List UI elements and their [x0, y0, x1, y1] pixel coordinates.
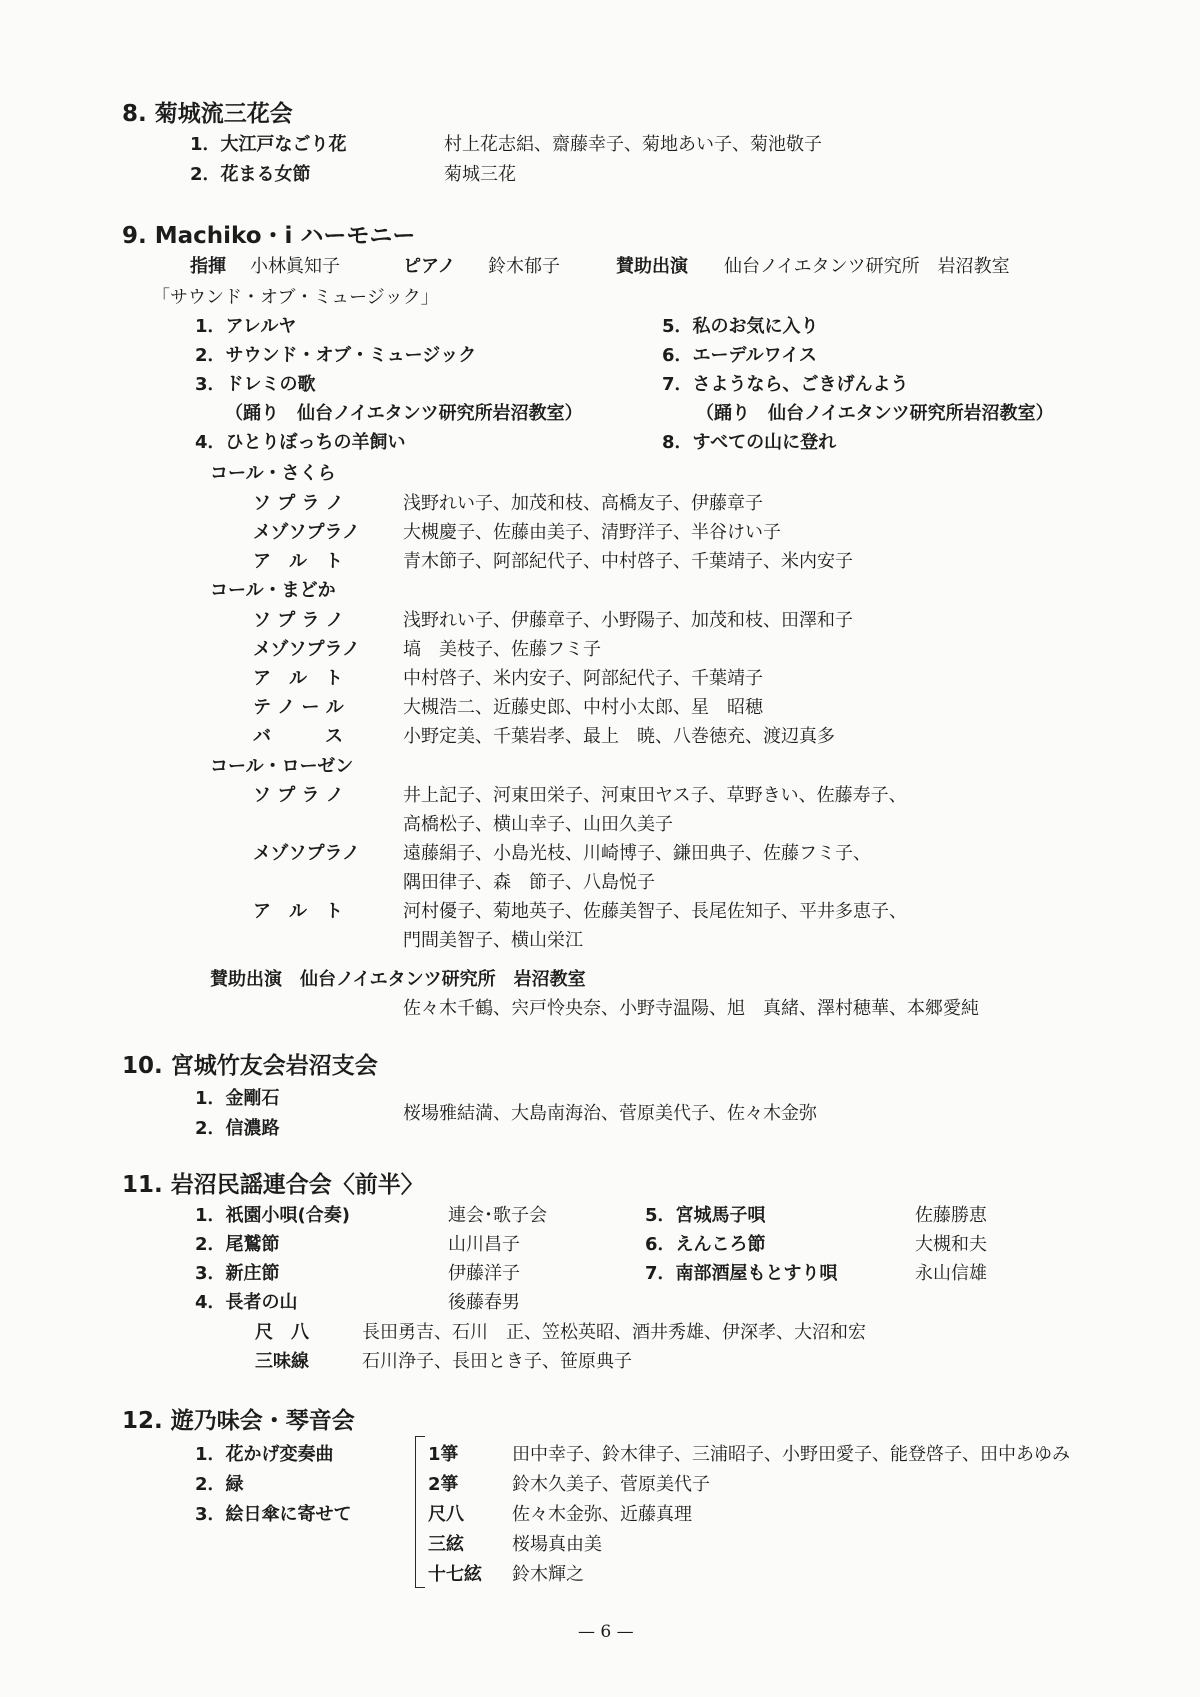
inst-members: 桜場真由美	[512, 1534, 602, 1555]
s8-item-2-performers: 菊城三花	[444, 164, 516, 185]
choir-rosen-name: コール・ローゼン	[210, 756, 354, 777]
s10-performers: 桜場雅結満、大島南海治、菅原美代子、佐々木金弥	[403, 1103, 817, 1124]
choir-part-members: 浅野れい子、加茂和枝、高橋友子、伊藤章子	[403, 493, 763, 514]
s11-item-1: 1．祇園小唄(合奏)	[195, 1205, 350, 1226]
s11-item-2-performer: 山川昌子	[448, 1234, 520, 1255]
song-2: 2．サウンド・オブ・ミュージック	[195, 345, 477, 366]
s11-item-5-performer: 佐藤勝恵	[915, 1205, 987, 1226]
inst-label: 2箏	[428, 1474, 459, 1495]
s12-item-2: 2．緑	[195, 1474, 244, 1495]
page-number: — 6 —	[578, 1622, 634, 1642]
choir-part-members: 井上記子、河東田栄子、河東田ヤス子、草野きい、佐藤寿子、	[403, 785, 907, 806]
s10-item-1: 1．金剛石	[195, 1088, 280, 1109]
inst-label: 1箏	[428, 1444, 459, 1465]
section-10-title: 10. 宮城竹友会岩沼支会	[122, 1053, 378, 1079]
choir-part-members: 中村啓子、米内安子、阿部紀代子、千葉靖子	[403, 668, 763, 689]
choir-part-label: ア ル ト	[253, 901, 343, 922]
accomp-inst: 尺 八	[255, 1322, 309, 1343]
song-1: 1．アレルヤ	[195, 316, 297, 337]
song-4: 4．ひとりぼっちの羊飼い	[195, 432, 406, 453]
choir-sakura-name: コール・さくら	[210, 463, 336, 484]
choir-part-members: 大槻浩二、近藤史郎、中村小太郎、星 昭穂	[403, 697, 763, 718]
choir-part-label: ア ル ト	[253, 668, 343, 689]
s12-item-3: 3．絵日傘に寄せて	[195, 1504, 352, 1525]
choir-part-label: テ ノ ー ル	[253, 697, 344, 718]
s12-item-1: 1．花かげ変奏曲	[195, 1444, 334, 1465]
choir-part-members: 塙 美枝子、佐藤フミ子	[403, 639, 601, 660]
choir-part-members-cont: 門間美智子、横山栄江	[403, 930, 583, 951]
s11-item-3-performer: 伊藤洋子	[448, 1263, 520, 1284]
support-label: 賛助出演	[616, 256, 688, 277]
s11-item-4: 4．長者の山	[195, 1292, 298, 1313]
choir-madoka-name: コール・まどか	[210, 580, 336, 601]
song-7: 7．さようなら、ごきげんよう	[662, 374, 909, 395]
song-8: 8．すべての山に登れ	[662, 432, 837, 453]
inst-members: 佐々木金弥、近藤真理	[512, 1504, 692, 1525]
choir-part-members-cont: 高橋松子、横山幸子、山田久美子	[403, 814, 673, 835]
conductor-name: 小林眞知子	[250, 256, 340, 277]
s11-item-4-performer: 後藤春男	[448, 1292, 520, 1313]
section-9-title: 9. Machiko・i ハーモニー	[122, 223, 416, 249]
piano-label: ピアノ	[403, 256, 456, 277]
s11-item-6: 6．えんころ節	[645, 1234, 766, 1255]
choir-part-members: 小野定美、千葉岩孝、最上 暁、八巻徳充、渡辺真多	[403, 726, 835, 747]
support-name: 仙台ノイエタンツ研究所 岩沼教室	[724, 256, 1010, 277]
program-title: 「サウンド・オブ・ミュージック」	[152, 287, 439, 308]
choir-part-label: メゾソプラノ	[253, 639, 360, 660]
section-12-title: 12. 遊乃味会・琴音会	[122, 1408, 355, 1434]
choir-part-label: ソ プ ラ ノ	[253, 785, 344, 806]
choir-part-members-cont: 隅田律子、森 節子、八島悦子	[403, 872, 655, 893]
s11-item-3: 3．新庄節	[195, 1263, 280, 1284]
choir-part-label: メゾソプラノ	[253, 522, 360, 543]
song-3: 3．ドレミの歌	[195, 374, 316, 395]
inst-members: 鈴木輝之	[512, 1564, 584, 1585]
accomp-members: 石川浄子、長田とき子、笹原典子	[362, 1351, 632, 1372]
s8-item-1-performers: 村上花志絽、齋藤幸子、菊地あい子、菊池敬子	[444, 134, 822, 155]
choir-part-members: 河村優子、菊地英子、佐藤美智子、長尾佐知子、平井多恵子、	[403, 901, 907, 922]
choir-part-members: 浅野れい子、伊藤章子、小野陽子、加茂和枝、田澤和子	[403, 610, 853, 631]
instrument-bracket	[415, 1436, 425, 1588]
s8-item-2-label: 2．花まる女節	[190, 164, 311, 185]
inst-members: 田中幸子、鈴木律子、三浦昭子、小野田愛子、能登啓子、田中あゆみ	[512, 1444, 1070, 1465]
s11-item-1-performer: 連会･歌子会	[448, 1205, 547, 1226]
support-dance-label: 賛助出演 仙台ノイエタンツ研究所 岩沼教室	[210, 969, 586, 990]
choir-part-label: バ ス	[253, 726, 343, 747]
choir-part-members: 遠藤絹子、小島光枝、川崎博子、鎌田典子、佐藤フミ子、	[403, 843, 871, 864]
song-3-dance-note: （踊り 仙台ノイエタンツ研究所岩沼教室）	[225, 403, 583, 424]
choir-part-label: ア ル ト	[253, 551, 343, 572]
song-5: 5．私のお気に入り	[662, 316, 819, 337]
choir-part-members: 大槻慶子、佐藤由美子、清野洋子、半谷けい子	[403, 522, 781, 543]
inst-members: 鈴木久美子、菅原美代子	[512, 1474, 710, 1495]
conductor-label: 指揮	[190, 256, 226, 277]
inst-label: 三絃	[428, 1534, 464, 1555]
s11-item-7: 7．南部酒屋もとすり唄	[645, 1263, 838, 1284]
support-dance-members: 佐々木千鶴、宍戸怜央奈、小野寺温陽、旭 真緒、澤村穂華、本郷愛純	[403, 998, 979, 1019]
s11-item-7-performer: 永山信雄	[915, 1263, 987, 1284]
s11-item-2: 2．尾鷲節	[195, 1234, 280, 1255]
choir-part-label: メゾソプラノ	[253, 843, 360, 864]
inst-label: 尺八	[428, 1504, 464, 1525]
song-6: 6．エーデルワイス	[662, 345, 817, 366]
accomp-members: 長田勇吉、石川 正、笠松英昭、酒井秀雄、伊深孝、大沼和宏	[362, 1322, 866, 1343]
song-7-dance-note: （踊り 仙台ノイエタンツ研究所岩沼教室）	[696, 403, 1054, 424]
section-11-title: 11. 岩沼民謡連合会〈前半〉	[122, 1172, 424, 1198]
s11-item-5: 5．宮城馬子唄	[645, 1205, 766, 1226]
s8-item-1-label: 1．大江戸なごり花	[190, 134, 347, 155]
choir-part-label: ソ プ ラ ノ	[253, 493, 344, 514]
inst-label: 十七絃	[428, 1564, 482, 1585]
accomp-inst: 三味線	[255, 1351, 309, 1372]
choir-part-members: 青木節子、阿部紀代子、中村啓子、千葉靖子、米内安子	[403, 551, 853, 572]
choir-part-label: ソ プ ラ ノ	[253, 610, 344, 631]
s11-item-6-performer: 大槻和夫	[915, 1234, 987, 1255]
piano-name: 鈴木郁子	[488, 256, 560, 277]
s10-item-2: 2．信濃路	[195, 1118, 280, 1139]
section-8-title: 8. 菊城流三花会	[122, 101, 293, 127]
